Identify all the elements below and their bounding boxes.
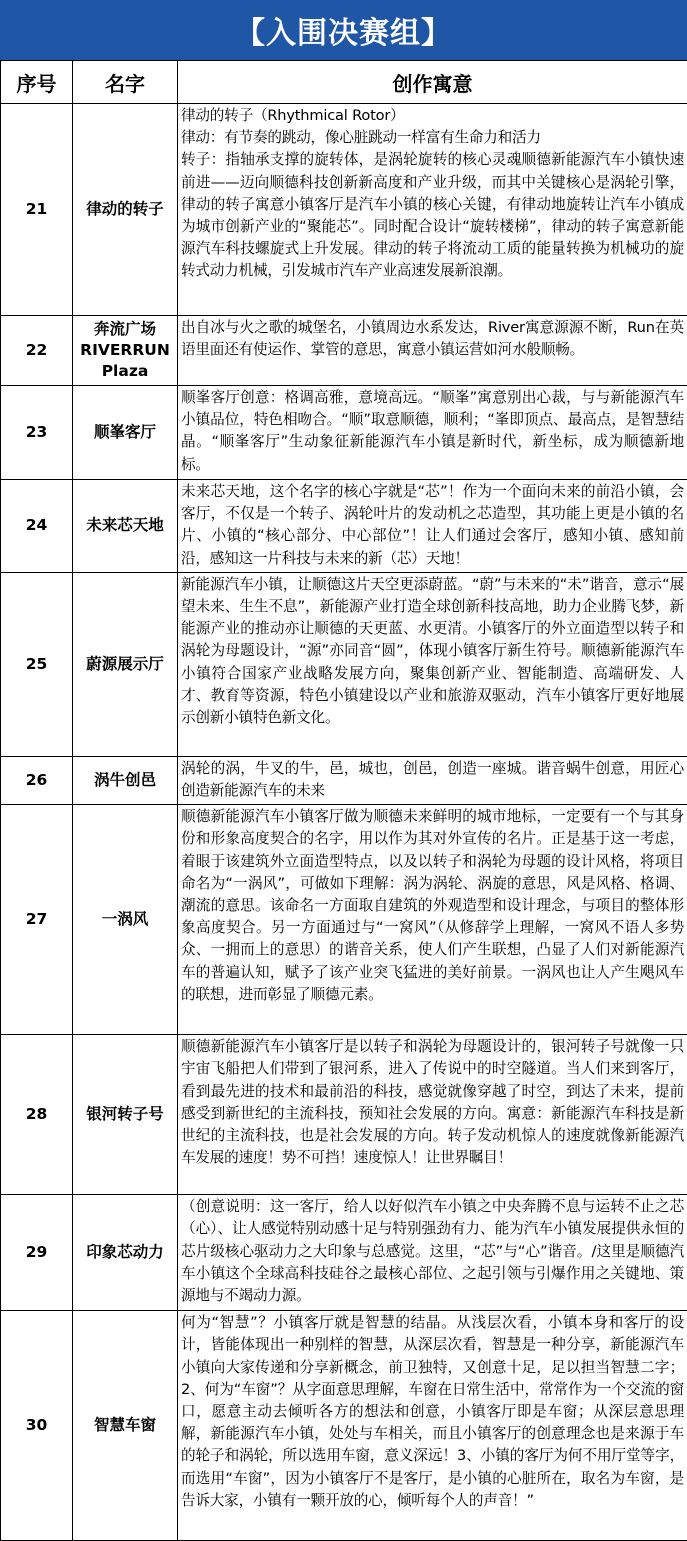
row-num: 23 bbox=[1, 386, 73, 480]
row-name: 涡牛创邑 bbox=[73, 756, 178, 804]
row-desc: 顺峯客厅创意：格调高雅，意境高远。“顺峯”寓意别出心裁，与与新能源汽车小镇品位，特色相吻合。“顺”取意顺德，顺利；“峯即顶点、最高点，是智慧结晶。“顺峯客厅”生动象征新能源汽车小镇是新时代，新坐标，成为顺德新地标。 bbox=[178, 386, 687, 480]
row-desc: 顺德新能源汽车小镇客厅做为顺德未来鲜明的城市地标，一定要有一个与其身份和形象高度契合的名字，用以作为其对外宣传的名片。正是基于这一考虑，着眼于该建筑外立面造型特点，以及以转子和涡轮为母题的设计风格，将项目命名为“一涡风”，可做如下理解：涡为涡轮、涡旋的意思，风是风格、格调、潮流的意思。该命名一方面取自建筑的外观造型和设计理念，与项目的整体形象高度契合。另一方面通过与“一窝风”（从修辞学上理解，一窝风不语人多势众、一拥而上的意思）的谐音关系，使人们产生联想，凸显了人们对新能源汽车的普遍认知，赋予了该产业突飞猛进的美好前景。一涡风也让人产生飓风车的联想，进而彰显了顺德元素。 bbox=[178, 805, 687, 1035]
row-desc: 顺德新能源汽车小镇客厅是以转子和涡轮为母题设计的，银河转子号就像一只宇宙飞船把人们带到了银河系，进入了传说中的时空隧道。当人们来到客厅，看到最先进的技术和最前沿的科技，感觉就像穿越了时空，到达了未来，提前感受到新世纪的主流科技，预知社会发展的方向。寓意：新能源汽车科技是新世纪的主流科技，也是社会发展的方向。转子发动机惊人的速度就像新能源汽车发展的速度！势不可挡！速度惊人！让世界瞩目！ bbox=[178, 1035, 687, 1195]
table-row bbox=[1, 480, 687, 573]
row-num: 29 bbox=[1, 1195, 73, 1311]
row-desc: 未来芯天地，这个名字的核心字就是“芯”！作为一个面向未来的前沿小镇，会客厅，不仅是一个转子、涡轮叶片的发动机之芯造型，其功能上更是小镇的名片、小镇的“核心部分、中心部位”！让人们通过会客厅，感知小镇、感知前沿，感知这一片科技与未来的新（芯）天地！ bbox=[178, 480, 687, 573]
row-name: 未来芯天地 bbox=[73, 480, 178, 573]
table-row bbox=[1, 316, 687, 386]
row-desc: （创意说明：这一客厅，给人以好似汽车小镇之中央奔腾不息与运转不止之芯（心）、让人感觉特别动感十足与特别强劲有力、能为汽车小镇发展提供永恒的芯片级核心驱动力之大印象与总感觉。这里，“芯”与“心”谐音。/这里是顺德汽车小镇这个全球高科技硅谷之最核心部位、之起引领与引爆作用之关键地、策源地与不竭动力源。 bbox=[178, 1195, 687, 1311]
row-num: 28 bbox=[1, 1035, 73, 1195]
table-row bbox=[1, 1035, 687, 1195]
row-name: 奔流广场 RIVERRUN Plaza bbox=[73, 316, 178, 386]
title-banner bbox=[0, 0, 687, 60]
table-row bbox=[1, 1311, 687, 1541]
row-desc: 涡轮的涡，牛叉的牛，邑，城也，创邑，创造一座城。谐音蜗牛创意，用匠心创造新能源汽车的未来 bbox=[178, 756, 687, 804]
entries-table bbox=[0, 60, 687, 1541]
row-desc: 出自冰与火之歌的城堡名，小镇周边水系发达，River寓意源源不断，Run在英语里面还有使运作、掌管的意思，寓意小镇运营如河水般顺畅。 bbox=[178, 316, 687, 386]
header-desc: 创作寓意 bbox=[178, 61, 687, 104]
row-num: 26 bbox=[1, 756, 73, 804]
table-row bbox=[1, 756, 687, 804]
table-row bbox=[1, 572, 687, 756]
table-row bbox=[1, 1195, 687, 1311]
row-name: 银河转子号 bbox=[73, 1035, 178, 1195]
row-name: 律动的转子 bbox=[73, 104, 178, 316]
row-desc: 新能源汽车小镇，让顺德这片天空更添蔚蓝。“蔚”与未来的“未”谐音，意示“展望未来、生生不息”，新能源产业打造全球创新科技高地，助力企业腾飞梦，新能源产业的推动亦让顺德的天更蓝、水更清。小镇客厅的外立面造型以转子和涡轮为母题设计，“源”亦同音“圆”，体现小镇客厅新生符号。顺德新能源汽车小镇符合国家产业战略发展方向，聚集创新产业、智能制造、高端研发、人才、教育等资源，特色小镇建设以产业和旅游双驱动，汽车小镇客厅更好地展示创新小镇特色新文化。 bbox=[178, 572, 687, 756]
row-num: 25 bbox=[1, 572, 73, 756]
table-row bbox=[1, 805, 687, 1035]
row-num: 30 bbox=[1, 1311, 73, 1541]
row-desc: 何为“智慧”？小镇客厅就是智慧的结晶。从浅层次看，小镇本身和客厅的设计，皆能体现出一种别样的智慧，从深层次看，智慧是一种分享，新能源汽车小镇向大家传递和分享新概念，前卫独特，又创意十足，足以担当智慧二字；2、何为“车窗”？从字面意思理解，车窗在日常生活中，常常作为一个交流的窗口，愿意主动去倾听各方的想法和创意，小镇客厅即是车窗；从深层意思理解，新能源汽车小镇，处处与车相关，而且小镇客厅的创意理念也是来源于车的轮子和涡轮，所以选用车窗，意义深远！3、小镇的客厅为何不用厅堂等字，而选用“车窗”，因为小镇客厅不是客厅，是小镇的心脏所在，取名为车窗，是告诉大家，小镇有一颗开放的心，倾听每个人的声音！” bbox=[178, 1311, 687, 1541]
row-name: 一涡风 bbox=[73, 805, 178, 1035]
row-name: 印象芯动力 bbox=[73, 1195, 178, 1311]
table-header-row bbox=[1, 61, 687, 104]
row-num: 21 bbox=[1, 104, 73, 316]
table-row bbox=[1, 104, 687, 316]
row-num: 27 bbox=[1, 805, 73, 1035]
row-name: 智慧车窗 bbox=[73, 1311, 178, 1541]
row-num: 22 bbox=[1, 316, 73, 386]
row-name: 蔚源展示厅 bbox=[73, 572, 178, 756]
row-num: 24 bbox=[1, 480, 73, 573]
row-desc: 律动的转子（Rhythmical Rotor） 律动：有节奏的跳动，像心脏跳动一样富有生命力和活力 转子：指轴承支撑的旋转体，是涡轮旋转的核心灵魂顺德新能源汽车小镇快速前进——迈向顺德科技创新新高度和产业升级，而其中关键核心是涡轮引擎，律动的转子寓意小镇客厅是汽车小镇的核心关键，有律动地旋转让汽车小镇成为城市创新产业的“聚能芯”。同时配合设计“旋转楼梯”，律动的转子寓意新能源汽车科技螺旋式上升发展。律动的转子将流动工质的能量转换为机械功的旋转式动力机械，引发城市汽车产业高速发展新浪潮。 bbox=[178, 104, 687, 316]
table-row bbox=[1, 386, 687, 480]
page-title: 【入围决赛组】 bbox=[235, 8, 452, 52]
header-name: 名字 bbox=[73, 61, 178, 104]
header-num: 序号 bbox=[1, 61, 73, 104]
row-name: 顺峯客厅 bbox=[73, 386, 178, 480]
